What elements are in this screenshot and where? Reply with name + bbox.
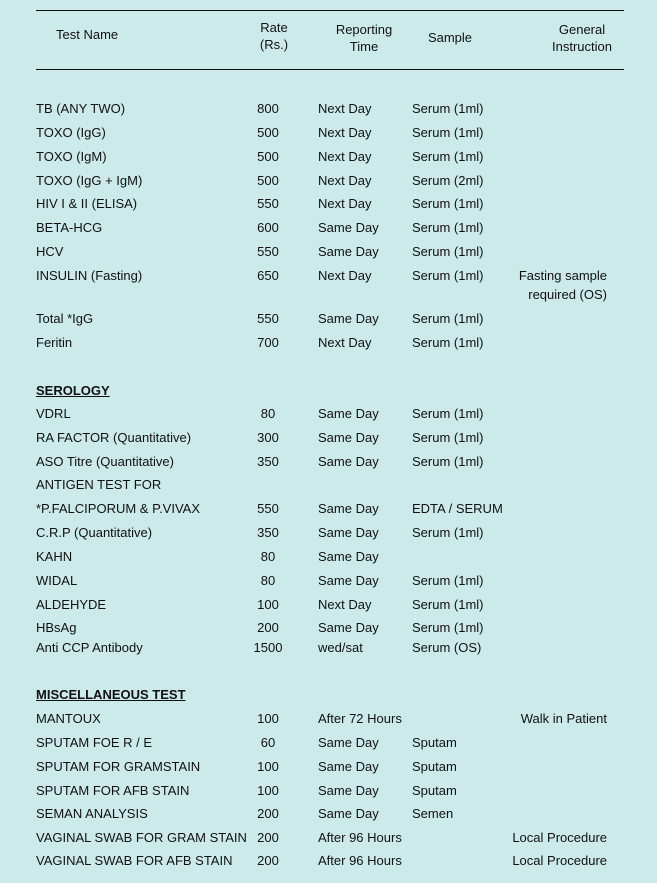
sample-type: Sputam bbox=[412, 783, 457, 798]
sample-type: Serum (1ml) bbox=[412, 244, 484, 259]
reporting-time: Next Day bbox=[318, 173, 372, 188]
section-title-serology: SEROLOGY bbox=[36, 383, 110, 398]
test-rate: 550 bbox=[257, 501, 279, 516]
test-name: VAGINAL SWAB FOR GRAM STAIN bbox=[36, 830, 247, 845]
table-row bbox=[0, 404, 657, 424]
test-name: ANTIGEN TEST FOR bbox=[36, 477, 162, 492]
header-general-line2: Instruction bbox=[552, 39, 612, 54]
sample-type: Serum (1ml) bbox=[412, 101, 484, 116]
header-sample: Sample bbox=[427, 30, 473, 45]
test-name: TOXO (IgG) bbox=[36, 125, 106, 140]
sample-type: Serum (1ml) bbox=[412, 454, 484, 469]
test-rate: 350 bbox=[257, 525, 279, 540]
reporting-time: Same Day bbox=[318, 430, 379, 445]
reporting-time: Same Day bbox=[318, 501, 379, 516]
reporting-time: Same Day bbox=[318, 244, 379, 259]
table-row bbox=[0, 333, 657, 353]
reporting-time: Next Day bbox=[318, 196, 372, 211]
section-title-miscellaneous: MISCELLANEOUS TEST bbox=[36, 687, 186, 702]
test-name: TOXO (IgM) bbox=[36, 149, 107, 164]
table-row bbox=[0, 499, 657, 519]
test-name: Anti CCP Antibody bbox=[36, 640, 143, 655]
table-row bbox=[0, 428, 657, 448]
reporting-time: Next Day bbox=[318, 101, 372, 116]
sample-type: Serum (OS) bbox=[412, 640, 482, 655]
sample-type: Serum (1ml) bbox=[412, 430, 484, 445]
table-row bbox=[0, 709, 657, 729]
reporting-time: Same Day bbox=[318, 220, 379, 235]
test-name: Total *IgG bbox=[36, 311, 94, 326]
table-row bbox=[0, 547, 657, 567]
table-row bbox=[0, 171, 657, 191]
header-rate-line2: (Rs.) bbox=[259, 37, 289, 52]
reporting-time: After 96 Hours bbox=[318, 830, 402, 845]
header-reporting-line2: Time bbox=[349, 39, 379, 54]
sample-type: Serum (1ml) bbox=[412, 620, 484, 635]
table-row bbox=[0, 781, 657, 801]
sample-type: Serum (1ml) bbox=[412, 311, 484, 326]
table-row bbox=[0, 99, 657, 119]
header-bottom-rule bbox=[36, 69, 624, 70]
header-reporting-line1: Reporting bbox=[335, 22, 393, 37]
table-row bbox=[0, 595, 657, 615]
header-reporting-time bbox=[326, 21, 402, 55]
test-rate: 500 bbox=[257, 149, 279, 164]
test-rate: 80 bbox=[260, 406, 276, 421]
table-row bbox=[0, 218, 657, 238]
test-rate: 100 bbox=[257, 759, 279, 774]
test-rate: 600 bbox=[257, 220, 279, 235]
test-name: HIV I & II (ELISA) bbox=[36, 196, 138, 211]
sample-type: Serum (1ml) bbox=[412, 573, 484, 588]
test-name: BETA-HCG bbox=[36, 220, 103, 235]
sample-type: Serum (1ml) bbox=[412, 597, 484, 612]
sample-type: Serum (1ml) bbox=[412, 220, 484, 235]
table-row bbox=[0, 851, 657, 871]
table-row bbox=[0, 242, 657, 262]
sample-type: Serum (1ml) bbox=[412, 196, 484, 211]
reporting-time: After 96 Hours bbox=[318, 853, 402, 868]
general-instruction: Local Procedure bbox=[512, 853, 607, 868]
test-name: SPUTAM FOE R / E bbox=[36, 735, 153, 750]
test-name: VDRL bbox=[36, 406, 71, 421]
table-row bbox=[0, 733, 657, 753]
table-row bbox=[0, 571, 657, 591]
test-rate: 80 bbox=[260, 549, 276, 564]
table-row bbox=[0, 452, 657, 472]
test-rate: 350 bbox=[257, 454, 279, 469]
test-name: TOXO (IgG + IgM) bbox=[36, 173, 143, 188]
test-name: WIDAL bbox=[36, 573, 78, 588]
reporting-time: wed/sat bbox=[318, 640, 363, 655]
table-row bbox=[0, 123, 657, 143]
sample-type: Serum (1ml) bbox=[412, 406, 484, 421]
reporting-time: Same Day bbox=[318, 311, 379, 326]
test-name: *P.FALCIPORUM & P.VIVAX bbox=[36, 501, 201, 516]
test-name: RA FACTOR (Quantitative) bbox=[36, 430, 192, 445]
header-rate bbox=[250, 19, 298, 53]
reporting-time: Next Day bbox=[318, 125, 372, 140]
header-rate-line1: Rate bbox=[260, 20, 288, 35]
test-rate: 200 bbox=[257, 620, 279, 635]
test-name: Feritin bbox=[36, 335, 73, 350]
general-instruction: Local Procedure bbox=[512, 830, 607, 845]
reporting-time: Same Day bbox=[318, 759, 379, 774]
test-rate: 650 bbox=[257, 268, 279, 283]
sample-type: Serum (1ml) bbox=[412, 149, 484, 164]
top-rule bbox=[36, 10, 624, 11]
sample-type: Sputam bbox=[412, 735, 457, 750]
reporting-time: Same Day bbox=[318, 454, 379, 469]
test-rate: 300 bbox=[257, 430, 279, 445]
table-row bbox=[0, 618, 657, 638]
test-rate: 550 bbox=[257, 311, 279, 326]
reporting-time: Same Day bbox=[318, 406, 379, 421]
test-name: ASO Titre (Quantitative) bbox=[36, 454, 174, 469]
sample-type: Serum (1ml) bbox=[412, 268, 484, 283]
reporting-time: Next Day bbox=[318, 268, 372, 283]
test-rate: 200 bbox=[257, 830, 279, 845]
reporting-time: Same Day bbox=[318, 783, 379, 798]
test-rate: 100 bbox=[257, 783, 279, 798]
test-rate: 550 bbox=[257, 244, 279, 259]
test-name: VAGINAL SWAB FOR AFB STAIN bbox=[36, 853, 233, 868]
test-name: INSULIN (Fasting) bbox=[36, 268, 143, 283]
test-name: C.R.P (Quantitative) bbox=[36, 525, 153, 540]
test-name: SPUTAM FOR GRAMSTAIN bbox=[36, 759, 201, 774]
reporting-time: Same Day bbox=[318, 806, 379, 821]
table-row bbox=[0, 309, 657, 329]
test-rate: 550 bbox=[257, 196, 279, 211]
test-name: TB (ANY TWO) bbox=[36, 101, 126, 116]
test-rate: 80 bbox=[260, 573, 276, 588]
sample-type: Serum (1ml) bbox=[412, 125, 484, 140]
test-name: MANTOUX bbox=[36, 711, 101, 726]
test-name: HBsAg bbox=[36, 620, 77, 635]
sample-type: Serum (2ml) bbox=[412, 173, 484, 188]
table-row bbox=[0, 266, 657, 302]
header-test-name: Test Name bbox=[56, 27, 119, 42]
general-instruction: Fasting sample bbox=[518, 268, 607, 283]
header-general-line1: General bbox=[558, 22, 606, 37]
reporting-time: After 72 Hours bbox=[318, 711, 402, 726]
table-row bbox=[0, 757, 657, 777]
general-instruction-line2: required (OS) bbox=[528, 287, 607, 302]
test-rate: 500 bbox=[257, 173, 279, 188]
table-row bbox=[0, 147, 657, 167]
table-row bbox=[0, 194, 657, 214]
sample-type: Serum (1ml) bbox=[412, 335, 484, 350]
test-name: HCV bbox=[36, 244, 64, 259]
test-rate: 1500 bbox=[253, 640, 283, 655]
reporting-time: Next Day bbox=[318, 335, 372, 350]
sample-type: EDTA / SERUM bbox=[412, 501, 503, 516]
reporting-time: Same Day bbox=[318, 573, 379, 588]
test-rate: 800 bbox=[257, 101, 279, 116]
general-instruction: Walk in Patient bbox=[520, 711, 607, 726]
test-rate: 200 bbox=[257, 853, 279, 868]
sample-type: Sputam bbox=[412, 759, 457, 774]
test-name: SEMAN ANALYSIS bbox=[36, 806, 148, 821]
reporting-time: Next Day bbox=[318, 149, 372, 164]
sample-type: Serum (1ml) bbox=[412, 525, 484, 540]
table-row bbox=[0, 523, 657, 543]
test-rate: 100 bbox=[257, 597, 279, 612]
table-row bbox=[0, 638, 657, 658]
header-general-instruction bbox=[540, 21, 624, 55]
test-rate: 100 bbox=[257, 711, 279, 726]
reporting-time: Next Day bbox=[318, 597, 372, 612]
sample-type: Semen bbox=[412, 806, 454, 821]
test-name: SPUTAM FOR AFB STAIN bbox=[36, 783, 190, 798]
test-name: KAHN bbox=[36, 549, 73, 564]
table-row bbox=[0, 804, 657, 824]
reporting-time: Same Day bbox=[318, 735, 379, 750]
reporting-time: Same Day bbox=[318, 620, 379, 635]
test-name: ALDEHYDE bbox=[36, 597, 107, 612]
reporting-time: Same Day bbox=[318, 525, 379, 540]
test-rate: 500 bbox=[257, 125, 279, 140]
table-row bbox=[0, 475, 657, 495]
reporting-time: Same Day bbox=[318, 549, 379, 564]
test-rate: 700 bbox=[257, 335, 279, 350]
test-rate: 200 bbox=[257, 806, 279, 821]
table-row bbox=[0, 828, 657, 848]
test-rate: 60 bbox=[260, 735, 276, 750]
